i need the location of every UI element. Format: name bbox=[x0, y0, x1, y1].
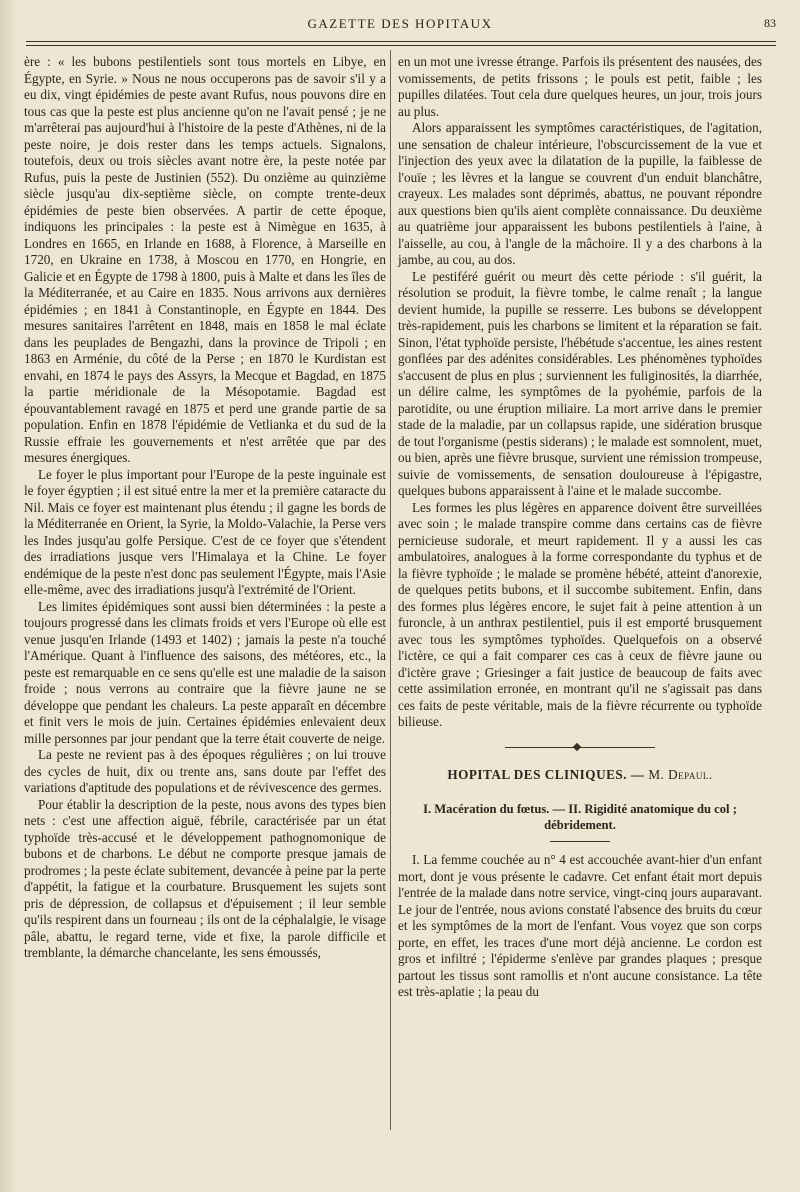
running-title: GAZETTE DES HOPITAUX bbox=[307, 16, 493, 31]
paragraph: en un mot une ivresse étrange. Parfois ils présentent des nausées, des vomissements, de petits frissons ; le pouls est petit, faible ; les pupilles dilatées. Tout cela dure quelques heures, un jour, trois jours au plus. bbox=[398, 54, 762, 119]
paragraph: ère : « les bubons pestilentiels sont tous mortels en Libye, en Égypte, en Syrie. » Nous ne nous occuperons pas de savoir s'il y a eu dix, vingt épidémies de peste avant Rufus, nous pouvons dire en tous cas que la peste est plus ancienne qu'on ne l'avait pensé ; je ne m'arrêterai pas aujourd'hui à l'histoire de la peste d'Athènes, ni de la peste noire, je dois rester dans les temps actuels. Signalons, toutefois, deux ou trois siècles avant notre ère, la peste notée par Rufus, puis la peste de Justinien (552). Du onzième au quinzième siècle jusqu'au dix-septième siècle, on compte trente-deux épidémies de peste bien observées. A partir de cette époque, indiquons les principales : la peste est à Nimègue en 1635, à Londres en 1665, en Irlande en 1688, à Florence, à Marseille en 1720, en Ukraine en 1738, à Moscou en 1770, en Hongrie, en Galicie et en Égypte de 1798 à 1800, puis à Malte et dans les îles de la Méditerranée, et au Caire en 1835. Nous arrivons aux dernières épidémies ; en 1841 à Constantinople, en Égypte en 1844. Des mesures sanitaires l'arrêtent en 1848, mais en 1858 le mal éclate dans les peuplades de Bengazhi, dans la province de Tripoli ; en 1863 en Arménie, du côté de la Perse ; en 1870 le Kurdistan est envahi, en 1874 le pays des Assyrs, la Mecque et Bagdad, en 1875 la partie méridionale de la Mésopotamie. Bagdad est épouvantablement ravagé en 1875 et perd une grande partie de sa population. Enfin en 1878 l'épidémie de Vetlianka et du sud de la Russie effraie les gouvernements et n'est arrêtée que par des mesures énergiques. bbox=[24, 54, 386, 465]
page-header bbox=[24, 14, 776, 36]
header-rule bbox=[26, 41, 776, 46]
section-doctor: M. Depaul. bbox=[648, 766, 713, 782]
paragraph: Les limites épidémiques sont aussi bien déterminées : la peste a toujours progressé dans les climats froids et vers l'Europe où elle est venue jusqu'en Irlande (1493 et 1402) ; jamais la peste n'a touché l'Amérique. Quant à l'influence des saisons, des météores, etc., la peste est remarquable en ce sens qu'elle est une maladie de la saison froide ; nous verrons au contraire que la fièvre jaune ne se développe que pendant les chaleurs. La peste apparaît en décembre et finit vers le mois de juin. Certaines épidémies enlevaient deux mille personnes par jour pendant que la terre était couverte de neige. bbox=[24, 598, 386, 746]
paragraph: Pour établir la description de la peste, nous avons des types bien nets : c'est une affection aiguë, fébrile, caractérisée par un état typhoïde très-accusé et le développement pathognomonique de bubons et de charbons. Le début ne comporte presque jamais de prodromes ; la peste éclate subitement, devancée à peine par la perte d'appétit, la fatigue et la courbature. Brusquement les sujets sont pris de dépression, de collapsus et d'épuisement ; il leur semble qu'ils respirent dans un fourneau ; ils ont de la céphalalgie, le visage pâle, abattu, le regard terne, vide et fixe, la parole difficile et tremblante, la démarche chancelante, les sens émoussés, bbox=[24, 796, 386, 960]
lecture-subhead: I. Macération du fœtus. — II. Rigidité anatomique du col ; débridement. bbox=[423, 802, 737, 832]
right-column bbox=[398, 54, 762, 1001]
paragraph: Le foyer le plus important pour l'Europe de la peste inguinale est le foyer égyptien ; il est situé entre la mer et la première cataracte du Nil. Mais ce foyer est maintenant plus étendu ; il gagne les bords de la Méditerranée en Orient, la Syrie, la Moldo-Valachie, la Perse vers les Indes jusqu'au golfe Persique. C'est de ce foyer que s'étendent des irradiations jusque vers l'Himalaya et la Chine. Le foyer endémique de la peste n'est donc pas seulement l'Égypte, mais l'Asie elle-même, avec des irradiations jusqu'à l'extrémité de l'Orient. bbox=[24, 466, 386, 597]
paragraph: Alors apparaissent les symptômes caractéristiques, de l'agitation, une sensation de chaleur intérieure, l'obscurcissement de la vue et l'injection des yeux avec la dilatation de la pupille, la faiblesse de l'ouïe ; les lèvres et la langue se couvrent d'un enduit blanchâtre, crayeux. Les malades sont déprimés, abattus, ne pouvant répondre aux questions bien qu'ils aient complète connaissance. Du deuxième au quatrième jour apparaissent les bubons pestilentiels à l'aine, à l'aisselle, au cou, à l'angle de la mâchoire. Il y a des charbons à la jambe, au cou, au dos. bbox=[398, 120, 762, 267]
section-heading: HOPITAL DES CLINIQUES. — bbox=[447, 766, 645, 782]
section-ornament bbox=[505, 745, 655, 751]
paragraph: I. La femme couchée au n° 4 est accouchée avant-hier d'un enfant mort, dont je vous présente le cadavre. Cet enfant était mort depuis l'entrée de la malade dans notre service, vingt-cinq jours auparavant. Le jour de l'entrée, nous avions constaté l'absence des bruits du cœur et les symptômes de la mort de l'enfant. Vous voyez que son corps porte, en effet, les traces d'une mort déjà ancienne. Le cordon est gros et infiltré ; l'épiderme s'enlève par grandes plaques ; presque partout les tissus sont ramollis et n'ont aucune consistance. La tête est très-aplatie ; la peau du bbox=[398, 852, 762, 999]
paragraph: La peste ne revient pas à des époques régulières ; on lui trouve des cycles de huit, dix ou trente ans, sans doute par l'effet des variations d'aptitude des populations et de révivescence des germes. bbox=[24, 747, 386, 795]
left-column bbox=[24, 54, 386, 962]
column-divider bbox=[390, 50, 391, 1130]
section-title bbox=[398, 767, 762, 784]
page-fold-shadow bbox=[0, 0, 18, 1192]
paragraph: Le pestiféré guérit ou meurt dès cette période : s'il guérit, la résolution se produit, la fièvre tombe, le calme renaît ; la langue devient humide, la pupille se resserre. Les bubons se développent très-rapidement, puis les charbons se limitent et la réparation se fait. Sinon, l'état typhoïde persiste, l'hébétude s'accentue, les aines restent gonflées par des adénites considérables. Les phénomènes typhoïdes s'accusent de plus en plus ; surviennent les fuliginosités, la diarrhée, un délire calme, les symptômes de la pyohémie, parfois de la parotidite, ou une éruption miliaire. La mort arrive dans le premier stade de la maladie, par un collapsus rapide, une sidération brusque de tout l'organisme (pestis siderans) ; le malade est somnolent, muet, ou bien, après une fièvre brusque, survient une rémission trompeuse, suivie de vomissements, de sensation douloureuse à l'épigastre, quelques bubons apparaissent à l'aine et le malade succombe. bbox=[398, 268, 762, 498]
subhead-rule bbox=[550, 841, 610, 842]
paragraph: Les formes les plus légères en apparence doivent être surveillées avec soin ; le malade transpire comme dans certains cas de fièvre pernicieuse sudorale, et meurt rapidement. Il y a aussi les cas ambulatoires, analogues à la forme correspondante du typhus et de la fièvre typhoïde ; le malade se promène hébété, atteint d'anorexie, de quelques petits bubons, et il succombe subitement. Enfin, dans des formes plus légères encore, le sujet fait à peine attention à un furoncle, à un anthrax pestilentiel, puis il est emporté brusquement avec tous les symptômes typhoïdes. Quelquefois on a observé l'ictère, ce qui a fait comparer ces cas à ceux de fièvre jaune ou d'ictère grave ; Griesinger a fait justice de beaucoup de faits avec cette assimilation erronée, en montrant qu'il ne s'agissait pas dans ces faits de peste véritable, mais de la fièvre récurrente ou typhoïde bilieuse. bbox=[398, 499, 762, 729]
page-number: 83 bbox=[764, 16, 776, 30]
